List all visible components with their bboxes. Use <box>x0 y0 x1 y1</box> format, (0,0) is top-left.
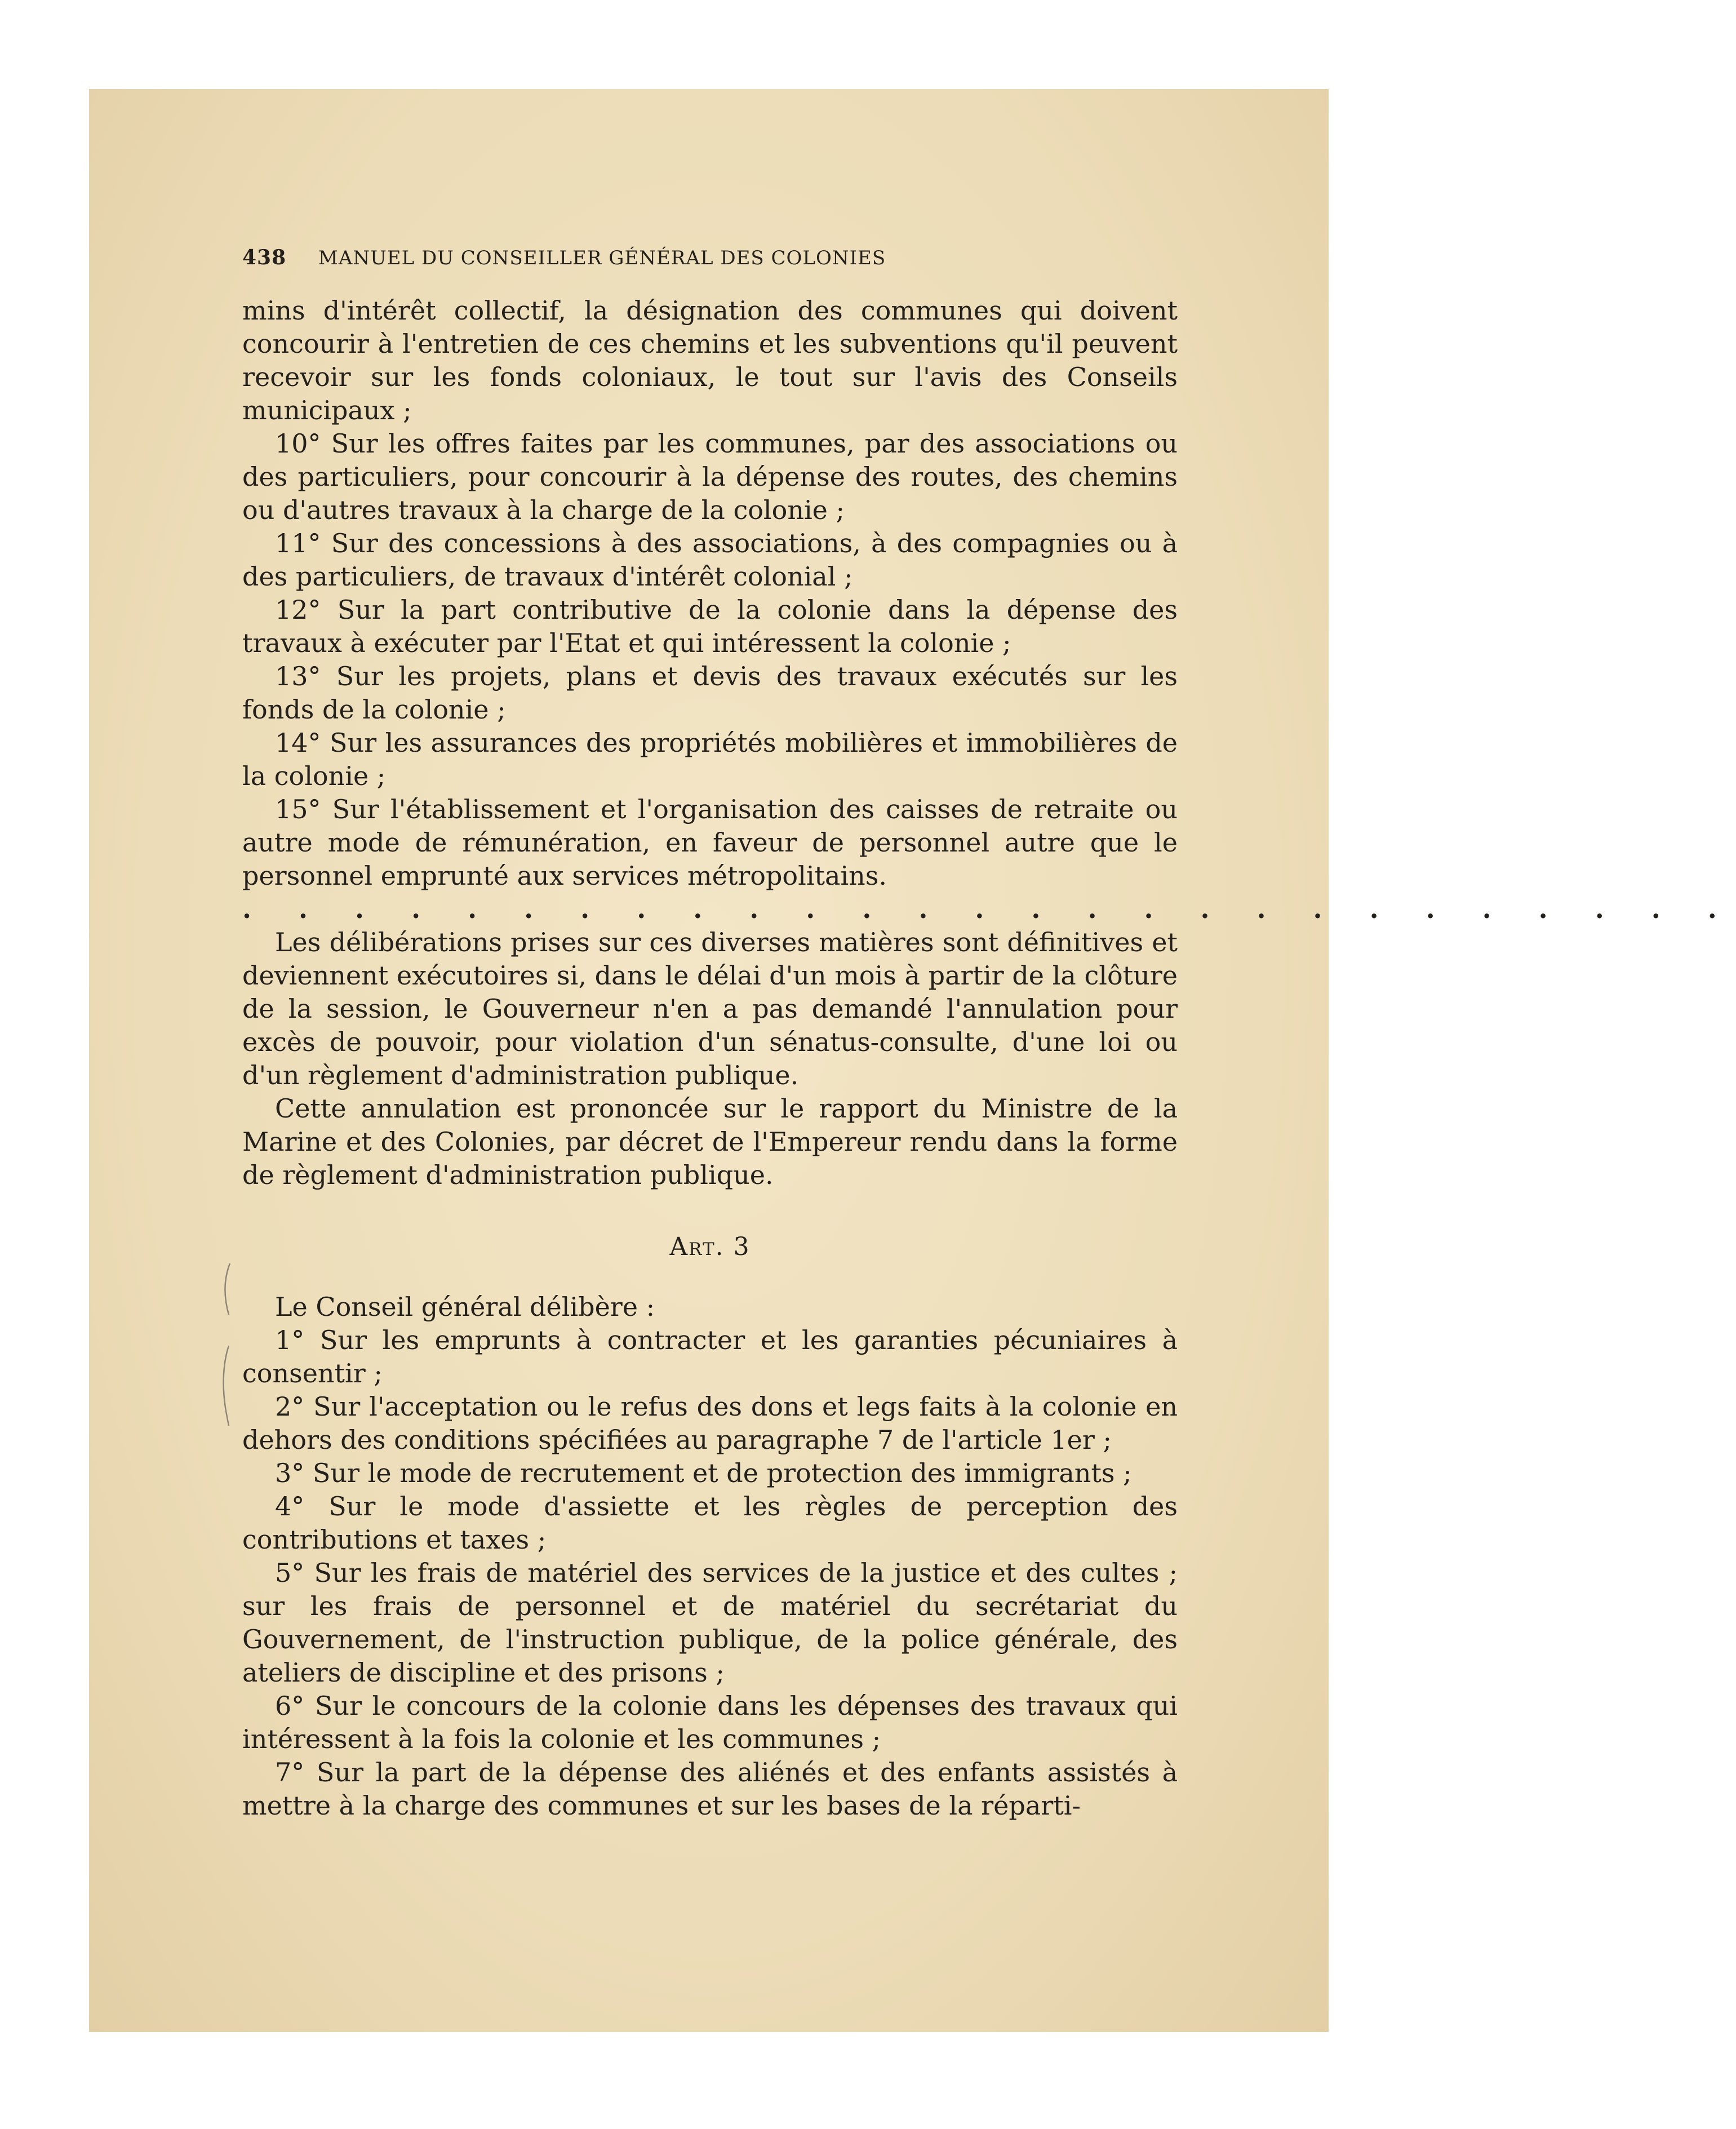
ellipsis-line: . . . . . . . . . . . . . . . . . . . . . . . . . . . <box>242 894 1736 924</box>
scanned-page <box>89 89 1736 2032</box>
paragraph: Le Conseil général délibère : <box>275 1292 655 1322</box>
margin-pencil-marks <box>217 1261 240 1430</box>
paragraph: mins d'intérêt collectif, la désignation des communes qui doivent concourir à l'entretien de ces chemins et les subventions qu'il peuvent recevoir sur les fonds coloniaux, le tout sur l'avis des Conseils municipaux ; <box>242 295 1178 425</box>
paragraph: 10° Sur les offres faites par les communes, par des associations ou des particuliers, pour concourir à la dépense des routes, des chemins ou d'autres travaux à la charge de la colonie ; <box>242 428 1178 525</box>
page-header <box>242 241 1178 275</box>
paragraph: 12° Sur la part contributive de la colonie dans la dépense des travaux à exécuter par l'Etat et qui intéressent la colonie ; <box>242 595 1178 658</box>
paragraph: 15° Sur l'établissement et l'organisation des caisses de retraite ou autre mode de rémunération, en faveur de personnel autre que le personnel emprunté aux services métropolitains. <box>242 794 1178 891</box>
running-title: MANUEL DU CONSEILLER GÉNÉRAL DES COLONIES <box>318 247 886 269</box>
page-text <box>242 241 1736 1822</box>
article-heading-text: Art. 3 <box>669 1232 751 1261</box>
page-number: 438 <box>242 246 287 269</box>
paragraph: 1° Sur les emprunts à contracter et les garanties pécuniaires à consentir ; <box>242 1325 1178 1389</box>
paragraph: 2° Sur l'acceptation ou le refus des dons et legs faits à la colonie en dehors des conditions spécifiées au paragraphe 7 de l'article 1er ; <box>242 1391 1178 1455</box>
paragraph: 14° Sur les assurances des propriétés mobilières et immobilières de la colonie ; <box>242 728 1178 791</box>
paragraph: 7° Sur la part de la dépense des aliénés et des enfants assistés à mettre à la charge des communes et sur les bases de la réparti- <box>242 1757 1178 1821</box>
paragraph: 6° Sur le concours de la colonie dans les dépenses des travaux qui intéressent à la fois la colonie et les communes ; <box>242 1691 1178 1754</box>
paragraph: 5° Sur les frais de matériel des services de la justice et des cultes ; sur les frais de personnel et de matériel du secrétariat du Gouvernement, de l'instruction publique, de la police générale, des ateliers de discipline et des prisons ; <box>242 1558 1178 1688</box>
paragraph: 4° Sur le mode d'assiette et les règles de perception des contributions et taxes ; <box>242 1491 1178 1555</box>
paragraph: 3° Sur le mode de recrutement et de protection des immigrants ; <box>275 1458 1132 1488</box>
article-heading <box>242 1230 1178 1263</box>
paragraph: Cette annulation est prononcée sur le rapport du Ministre de la Marine et des Colonies, par décret de l'Empereur rendu dans la forme de règlement d'administration publique. <box>242 1093 1178 1190</box>
paragraph: Les délibérations prises sur ces diverses matières sont définitives et deviennent exécutoires si, dans le délai d'un mois à partir de la clôture de la session, le Gouverneur n'en a pas demandé l'annulation pour excès de pouvoir, pour violation d'un sénatus-consulte, d'une loi ou d'un règlement d'administration publique. <box>242 927 1178 1090</box>
paragraph: 13° Sur les projets, plans et devis des travaux exécutés sur les fonds de la colonie ; <box>242 661 1178 725</box>
paragraph: 11° Sur des concessions à des associations, à des compagnies ou à des particuliers, de travaux d'intérêt colonial ; <box>242 528 1178 592</box>
